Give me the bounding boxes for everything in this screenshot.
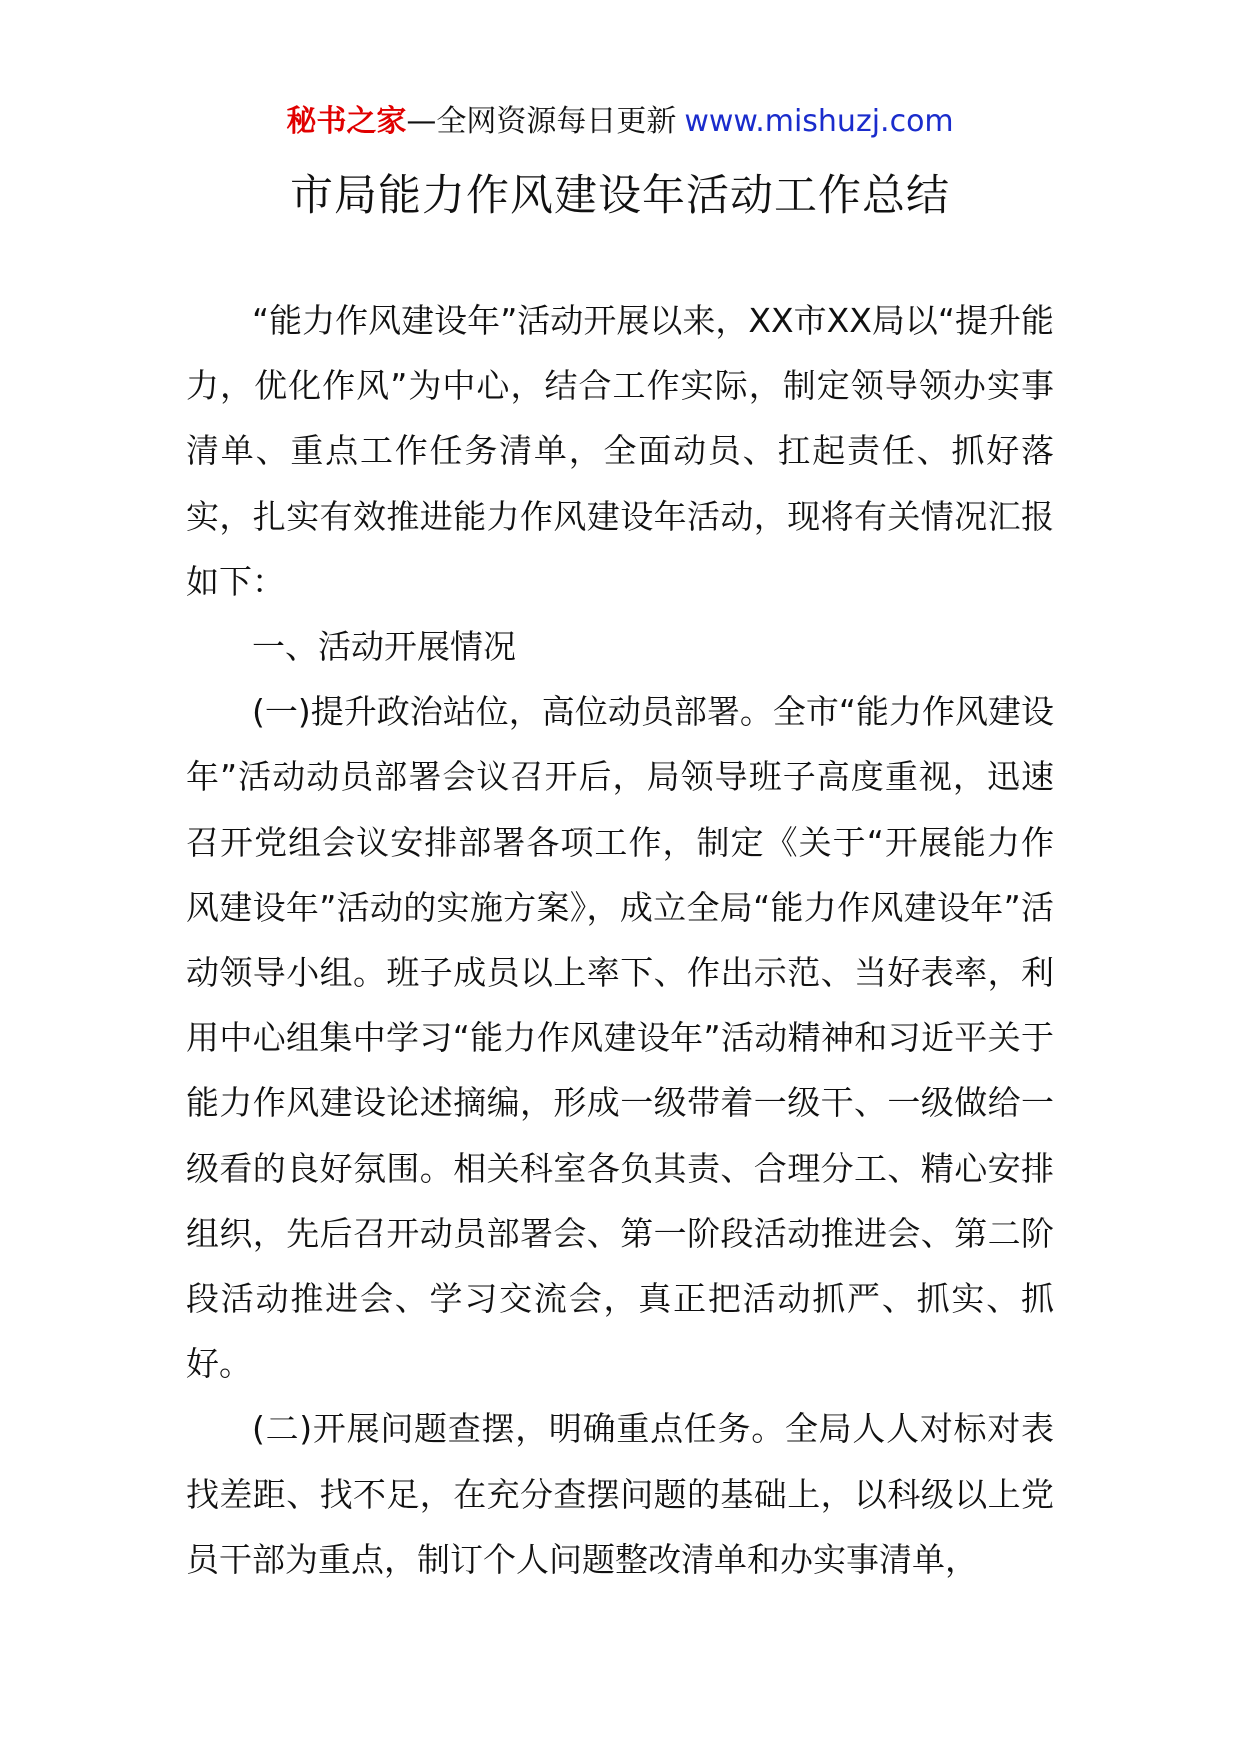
intro-paragraph: “能力作风建设年”活动开展以来，XX市XX局以“提升能力，优化作风”为中心，结合工作实际，制定领导领办实事清单、重点工作任务清单，全面动员、扛起责任、抓好落实，扎实有效推进能力作风建设年活动，现将有关情况汇报如下：: [186, 301, 1054, 601]
header-tagline: —全网资源每日更新: [406, 104, 677, 139]
document-title: 市局能力作风建设年活动工作总结: [290, 171, 950, 221]
body-paragraph: (一)提升政治站位，高位动员部署。全市“能力作风建设年”活动动员部署会议召开后，局领导班子高度重视，迅速召开党组会议安排部署各项工作，制定《关于“开展能力作风建设年”活动的实施方案》，成立全局“能力作风建设年”活动领导小组。班子成员以上率下、作出示范、当好表率，利用中心组集中学习“能力作风建设年”活动精神和习近平关于能力作风建设论述摘编，形成一级带着一级干、一级做给一级看的良好氛围。相关科室各负其责、合理分工、精心安排组织，先后召开动员部署会、第一阶段活动推进会、第二阶段活动推进会、学习交流会，真正把活动抓严、抓实、抓好。: [186, 692, 1054, 1384]
brand-name: 秘书之家: [286, 104, 407, 139]
body-paragraph: (二)开展问题查摆，明确重点任务。全局人人对标对表找差距、找不足，在充分查摆问题的基础上，以科级以上党员干部为重点，制订个人问题整改清单和办实事清单，: [186, 1409, 1054, 1579]
site-header: [0, 100, 1240, 144]
site-link[interactable]: www.mishuzj.com: [684, 104, 954, 139]
section-heading: 一、活动开展情况: [252, 627, 516, 667]
document-body: [186, 288, 1054, 1592]
